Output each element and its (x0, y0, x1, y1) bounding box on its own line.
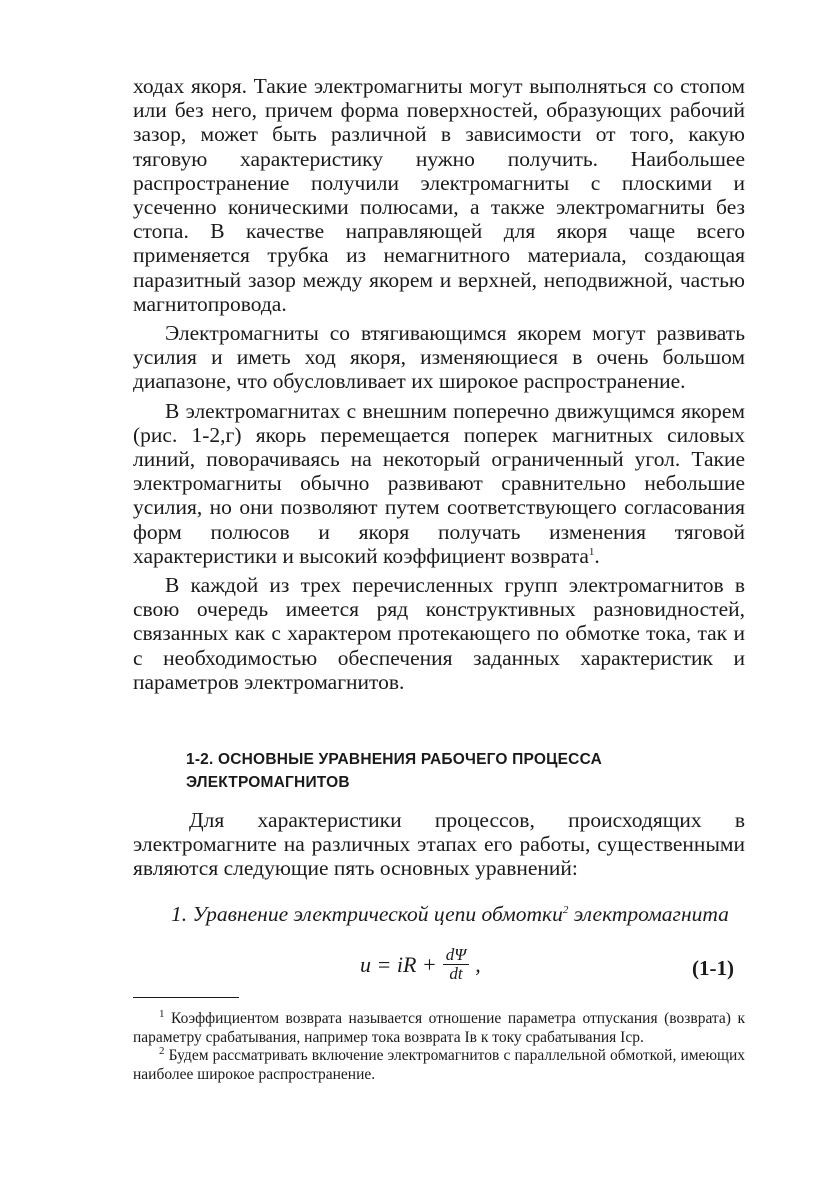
equation-title-part-a: 1. Уравнение электрической цепи обмотки (171, 902, 563, 926)
fraction-numerator: dΨ (443, 946, 469, 965)
formula-tail: , (475, 951, 481, 977)
intro-text (133, 808, 745, 881)
footnotes (133, 1007, 745, 1084)
equation-title (133, 902, 745, 926)
paragraph-1: ходах якоря. Такие электромагниты могут выполняться со стопом или без него, причем форма поверхностей, образующих рабочий зазор, может быть различной в зависимости от того, какую тяговую характеристику нужно получить. Наибольшее распространение получили электромагниты с плоскими и усеченно коническими полюсами, а также электромагниты без стопа. В качестве направляющей для якоря чаще всего применяется трубка из немагнитного материала, создающая паразитный зазор между якорем и верхней, неподвижной, частью магнитопровода. (133, 74, 745, 316)
paragraph-2: Электромагниты со втягивающимся якорем могут развивать усилия и иметь ход якоря, изменяющиеся в очень большом диапазоне, что обусловливает их широкое распространение. (133, 321, 745, 394)
footnote-ref-1: 1 (588, 545, 595, 558)
footnote-rule (133, 997, 239, 998)
intro-paragraph: Для характеристики процессов, происходящих в электромагните на различных этапах его работы, существенными являются следующие пять основных уравнений: (133, 808, 745, 881)
footnote-ref-2: 2 (562, 903, 569, 916)
section-heading: 1-2. ОСНОВНЫЕ УРАВНЕНИЯ РАБОЧЕГО ПРОЦЕССА ЭЛЕКТРОМАГНИТОВ (186, 751, 602, 791)
formula-lhs: u = iR + (360, 951, 437, 977)
footnote-2-mark: 2 (159, 1044, 165, 1057)
formula (360, 946, 481, 983)
equation-title-part-b: электромагнита (568, 902, 729, 926)
footnote-1 (133, 1007, 745, 1047)
footnote-1-mark: 1 (159, 1007, 165, 1020)
paragraph-3: В электромагнитах с внешним поперечно движущимся якорем (рис. 1-2,г) якорь перемещается поперек магнитных силовых линий, поворачиваясь на некоторый ограниченный угол. Такие электромагниты обычно развивают сравнительно небольшие усилия, но они позволяют путем соответствующего согласования форм полюсов и якоря получать изменения тяговой характеристики и высокий коэффициент возврата$^1$. (133, 398, 745, 568)
formula-fraction (443, 946, 469, 983)
footnote-2 (133, 1044, 745, 1084)
fraction-denominator: dt (449, 964, 463, 983)
footnote-2-text: Будем рассматривать включение электромагнитов с параллельной обмоткой, имеющих наиболее широкое распространение. (133, 1047, 745, 1083)
footnote-1-text: Коэффициентом возврата называется отношение параметра отпускания (возврата) к параметру срабатывания, например тока возврата Iв к току срабатывания Iср. (133, 1010, 745, 1046)
paragraph-4: В каждой из трех перечисленных групп электромагнитов в свою очередь имеется ряд конструктивных разновидностей, связанных как с характером протекающего по обмотке тока, так и с необходимостью обеспечения заданных характеристик и параметров электромагнитов. (133, 573, 745, 694)
body-text (133, 74, 745, 694)
equation-number: (1-1) (692, 956, 734, 980)
paragraph-3-text: В электромагнитах с внешним поперечно движущимся якорем (рис. 1-2,г) якорь перемещается поперек магнитных силовых линий, поворачиваясь на некоторый ограниченный угол. Такие электромагниты обычно развивают сравнительно небольшие усилия, но они позволяют путем соответствующего согласования форм полюсов и якоря получать изменения тяговой характеристики и высокий коэффициент возврата (133, 398, 745, 568)
